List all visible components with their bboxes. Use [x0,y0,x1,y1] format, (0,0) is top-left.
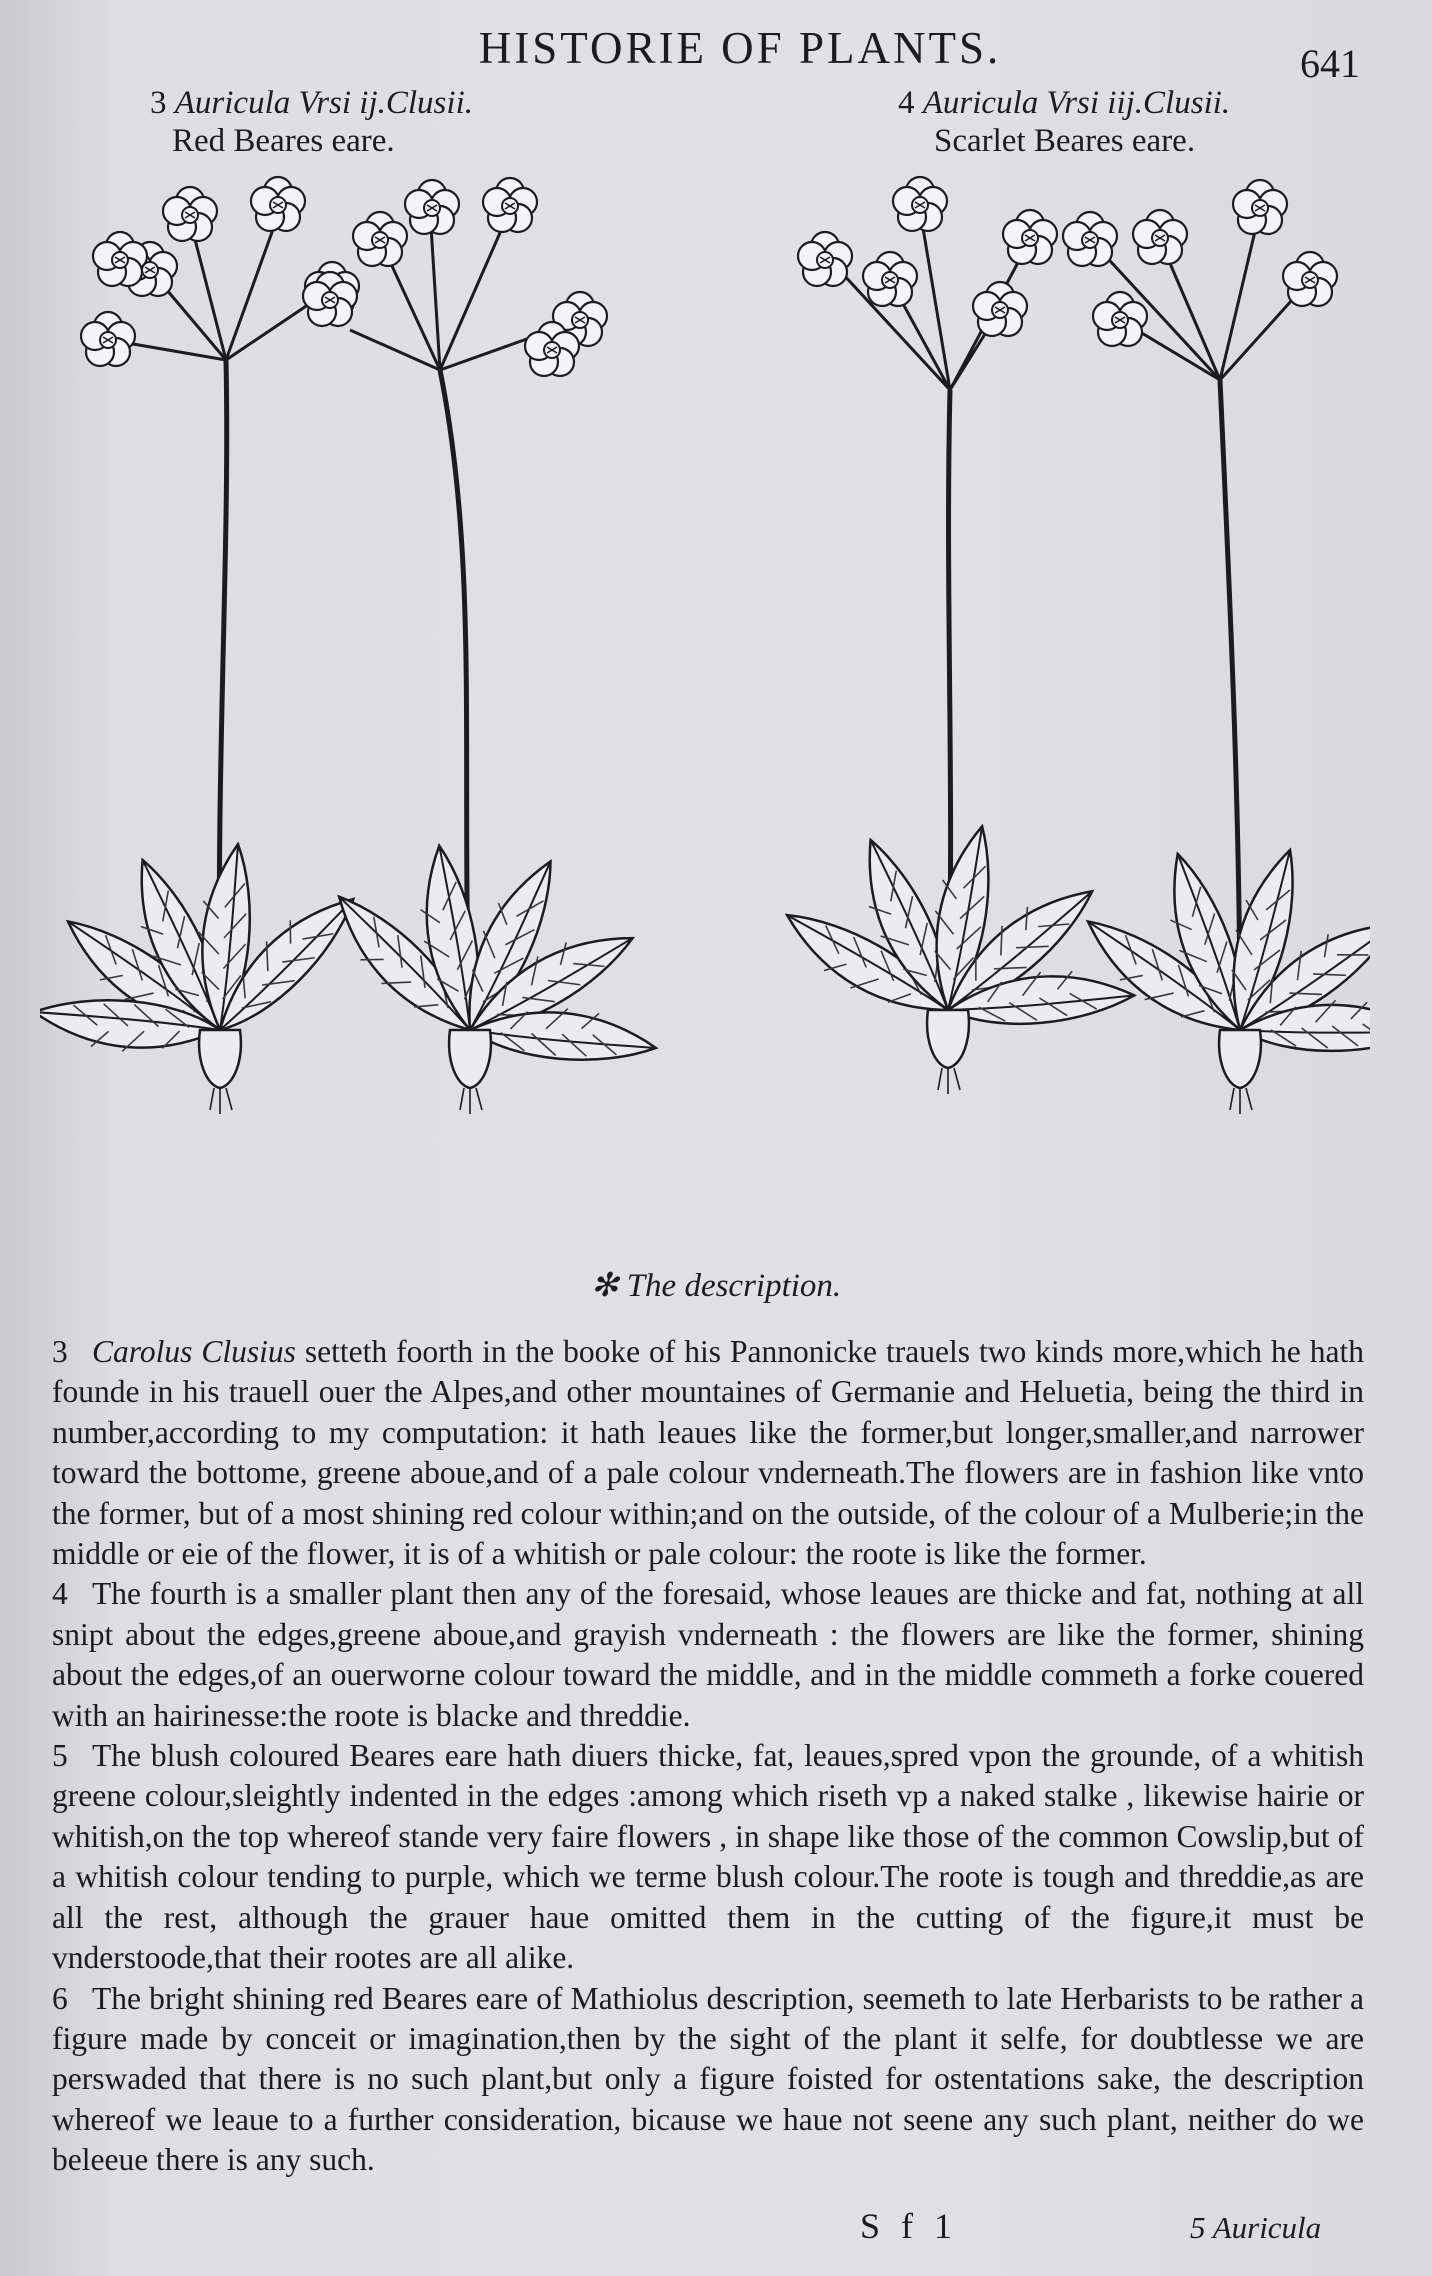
woodcut-illustrations [40,150,1370,1170]
figure-caption-4 [898,84,1230,160]
author-name: Carolus Clusius [92,1334,296,1369]
paragraph-number: 6 [52,1980,68,2016]
paragraph-3 [52,1332,1364,1574]
figure-latin-name: Auricula Vrsi ij.Clusii. [174,85,473,121]
description-text [52,1332,1364,2181]
figure-number: 3 [150,85,167,121]
paragraph-number: 5 [52,1738,68,1774]
paragraph-number: 3 [52,1334,68,1369]
figure-english-name: Red Beares eare. [172,123,395,159]
paragraph-5 [52,1736,1364,1978]
page-number: 641 [1300,41,1360,86]
figure-latin-name: Auricula Vrsi iij.Clusii. [922,85,1231,121]
plant-illustration-4 [772,177,1370,1114]
signature-mark: S f 1 [860,2206,959,2246]
figure-caption-3 [150,84,473,160]
section-heading: ✻ The description. [590,1268,842,1304]
figure-number: 4 [898,85,915,121]
running-head: HISTORIE OF PLANTS. [478,23,1002,73]
paragraph-number: 4 [52,1576,68,1612]
paragraph-body: The fourth is a smaller plant then any of the foresaid, whose leaues are thicke and fat, nothing at all snipt about the edges,greene aboue,and grayish vnderneath : the flowers are like the former, shining about the edges,of an ouerworne colour toward the middle, and in the middle commeth a forke couered with an hairinesse:the roote is blacke and threddie. [52,1576,1364,1733]
paragraph-body: setteth foorth in the booke of his Pannonicke trauels two kinds more,which he hath founde in his trauell ouer the Alpes,and other mountaines of Germanie and Heluetia, being the third in number,according to my computation: it hath leaues like the former,but longer,smaller,and narrower toward the bottome, greene aboue,and of a pale colour vnderneath.The flowers are in fashion like vnto the former, but of a most shining red colour within;and on the outside, of the colour of a Mulberie;in the middle or eie of the flower, it is of a whitish or pale colour: the roote is like the former. [52,1334,1364,1572]
plant-illustration-3 [40,177,656,1114]
paragraph-body: The bright shining red Beares eare of Mathiolus description, seemeth to late Herbarists to be rather a figure made by conceit or imagination,then by the sight of the plant it selfe, for doubtlesse we are perswaded that there is no such plant,but only a figure foisted for ostentations sake, the description whereof we leaue to a further consideration, bicause we haue not seene any such plant, neither do we beleeue there is any such. [52,1980,1364,2178]
figure-english-name: Scarlet Beares eare. [934,123,1196,159]
paragraph-body: The blush coloured Beares eare hath diuers thicke, fat, leaues,spred vpon the grounde, of a whitish greene colour,sleightly indented in the edges :among which riseth vp a naked stalke , likewise hairie or whitish,on the top whereof stande very faire flowers , in shape like those of the common Cowslip,but of a whitish colour tending to purple, which we terme blush colour.The roote is tough and threddie,as are all the rest, although the grauer haue omitted them in the cutting of the figure,it must be vnderstoode,that their rootes are all alike. [52,1738,1364,1976]
catchword: 5 Auricula [1190,2210,1322,2245]
paragraph-4 [52,1574,1364,1736]
paragraph-6 [52,1979,1364,2181]
